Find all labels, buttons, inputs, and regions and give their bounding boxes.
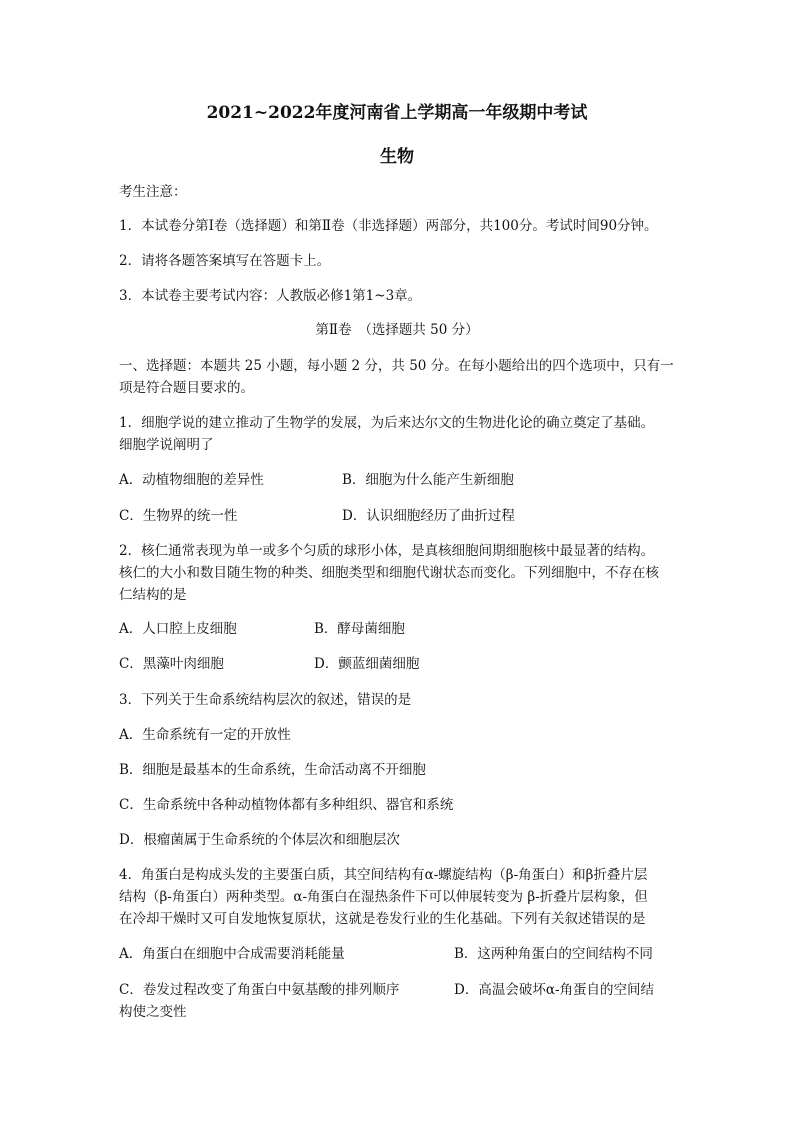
exam-title: 2021~2022年度河南省上学期高一年级期中考试 <box>206 103 588 123</box>
option-a: A．生命系统有一定的开放性 <box>119 727 291 743</box>
option-d-continued: 构使之变性 <box>119 1004 187 1020</box>
question-stem: 3．下列关于生命系统结构层次的叙述，错误的是 <box>119 692 412 708</box>
notice-item: 3．本试卷主要考试内容：人教版必修1第1~3章。 <box>119 288 422 304</box>
subject-title: 生物 <box>380 147 414 167</box>
section-instruction: 项是符合题目要求的。 <box>119 380 254 396</box>
option-c: C．生物界的统一性 <box>119 508 238 524</box>
option-b: B．细胞为什么能产生新细胞 <box>342 472 514 488</box>
option-b: B．细胞是最基本的生命系统，生命活动离不开细胞 <box>119 762 426 778</box>
option-b: B．这两种角蛋白的空间结构不同 <box>454 946 653 962</box>
option-a: A．动植物细胞的差异性 <box>119 472 264 488</box>
question-stem: 1．细胞学说的建立推动了生物学的发展，为后来达尔文的生物进化论的确立奠定了基础。 <box>119 415 655 431</box>
question-stem: 4．角蛋白是构成头发的主要蛋白质，其空间结构有α-螺旋结构（β-角蛋白）和β折叠片层 <box>119 867 648 883</box>
option-d: D．根瘤菌属于生命系统的个体层次和细胞层次 <box>119 832 400 848</box>
option-a: A．角蛋白在细胞中合成需要消耗能量 <box>119 946 345 962</box>
option-c: C．黑藻叶肉细胞 <box>119 656 224 672</box>
section-instruction: 一、选择题：本题共 25 小题，每小题 2 分，共 50 分。在每小题给出的四个选项中，只有一 <box>119 358 674 374</box>
notice-heading: 考生注意： <box>119 184 187 200</box>
section-title: 第Ⅱ卷 （选择题共 50 分） <box>315 322 479 338</box>
question-stem: 在冷却干燥时又可自发地恢复原状，这就是卷发行业的生化基础。下列有关叙述错误的是 <box>119 911 646 927</box>
option-c: C．卷发过程改变了角蛋白中氨基酸的排列顺序 <box>119 982 400 998</box>
question-stem: 核仁的大小和数目随生物的种类、细胞类型和细胞代谢状态而变化。下列细胞中，不存在核 <box>119 565 659 581</box>
option-c: C．生命系统中各种动植物体都有多种组织、器官和系统 <box>119 797 454 813</box>
question-stem: 仁结构的是 <box>119 587 187 603</box>
question-stem: 细胞学说阐明了 <box>119 437 214 453</box>
question-stem: 2．核仁通常表现为单一或多个匀质的球形小体，是真核细胞间期细胞核中最显著的结构。 <box>119 543 655 559</box>
question-stem: 结构（β-角蛋白）两种类型。α-角蛋白在湿热条件下可以伸展转变为 β-折叠片层构象，但 <box>119 889 648 905</box>
notice-item: 1．本试卷分第Ⅰ卷（选择题）和第Ⅱ卷（非选择题）两部分，共100分。考试时间90分钟。 <box>119 218 658 234</box>
option-d: D．认识细胞经历了曲折过程 <box>342 508 515 524</box>
option-d: D．高温会破坏α-角蛋自的空间结 <box>454 982 655 998</box>
option-d: D．颤蓝细菌细胞 <box>314 656 420 672</box>
option-b: B．酵母菌细胞 <box>314 621 405 637</box>
notice-item: 2．请将各题答案填写在答题卡上。 <box>119 253 331 269</box>
option-a: A．人口腔上皮细胞 <box>119 621 237 637</box>
